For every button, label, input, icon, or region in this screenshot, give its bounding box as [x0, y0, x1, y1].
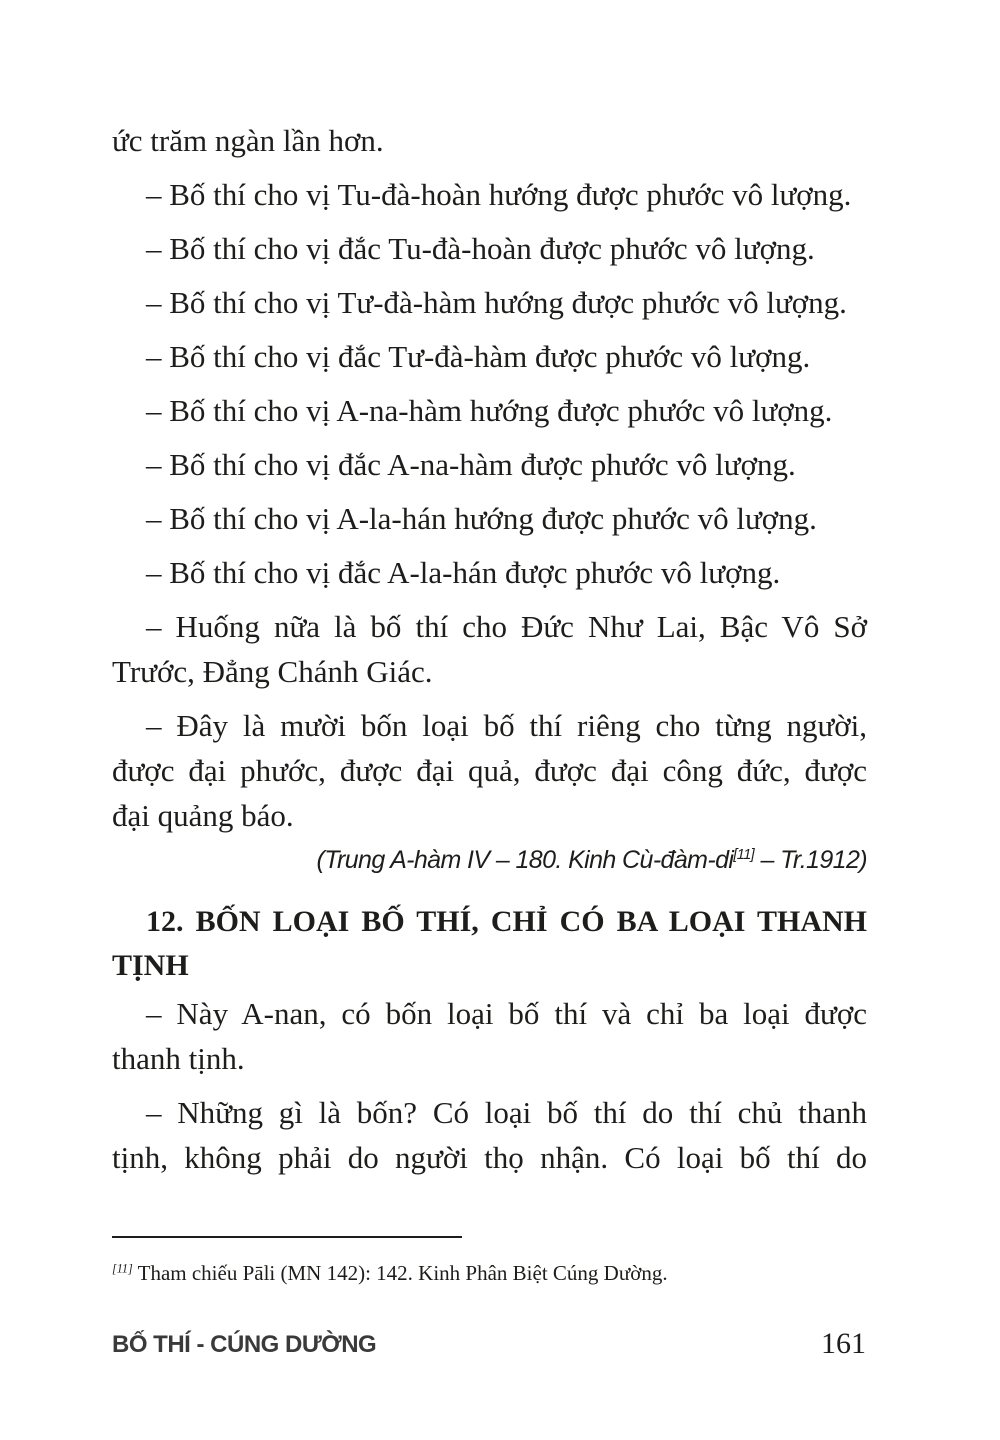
footnote-text: Tham chiếu Pāli (MN 142): 142. Kinh Phân Biệt Cúng Dường.: [132, 1261, 668, 1285]
footnote-divider: [112, 1236, 462, 1238]
running-title: BỐ THÍ - CÚNG DƯỜNG: [112, 1331, 377, 1358]
body-line: – Bố thí cho vị A-la-hán hướng được phước vô lượng.: [146, 501, 817, 536]
citation-suffix: – Tr.1912): [754, 846, 867, 874]
citation: [112, 840, 867, 880]
body-line: tịnh, không phải do người thọ nhận. Có loại bố thí do: [112, 1140, 867, 1175]
body-line: – Đây là mười bốn loại bố thí riêng cho từng người,: [146, 708, 867, 743]
body-line: Trước, Đẳng Chánh Giác.: [112, 654, 433, 689]
body-line: – Bố thí cho vị Tư-đà-hàm hướng được phước vô lượng.: [146, 285, 847, 320]
page-number: 161: [821, 1327, 866, 1360]
section-heading: 12. BỐN LOẠI BỐ THÍ, CHỈ CÓ BA LOẠI THANH: [146, 905, 867, 938]
body-line: – Bố thí cho vị A-na-hàm hướng được phước vô lượng.: [146, 393, 833, 428]
body-line: – Bố thí cho vị đắc Tu-đà-hoàn được phước vô lượng.: [146, 231, 815, 266]
footnote: [112, 1258, 668, 1288]
body-line: – Bố thí cho vị đắc A-na-hàm được phước vô lượng.: [146, 447, 796, 482]
body-line: – Những gì là bốn? Có loại bố thí do thí chủ thanh: [146, 1095, 867, 1130]
citation-note-ref: [11]: [733, 847, 755, 864]
body-line: – Bố thí cho vị đắc A-la-hán được phước vô lượng.: [146, 555, 781, 590]
body-line: ức trăm ngàn lần hơn.: [112, 123, 384, 158]
body-line: – Bố thí cho vị Tu-đà-hoàn hướng được phước vô lượng.: [146, 177, 852, 212]
body-line: được đại phước, được đại quả, được đại công đức, được: [112, 753, 867, 788]
body-line: thanh tịnh.: [112, 1041, 245, 1076]
body-line: – Bố thí cho vị đắc Tư-đà-hàm được phước vô lượng.: [146, 339, 811, 374]
section-heading: TỊNH: [112, 949, 189, 982]
page-body: [112, 118, 867, 1408]
body-line: – Huống nữa là bố thí cho Đức Như Lai, Bậc Vô Sở: [146, 609, 867, 644]
citation-prefix: (Trung A-hàm IV – 180. Kinh Cù-đàm-di: [316, 846, 734, 874]
body-line: – Này A-nan, có bốn loại bố thí và chỉ ba loại được: [146, 996, 867, 1031]
body-line: đại quảng báo.: [112, 798, 294, 833]
footnote-marker: [11]: [112, 1261, 133, 1276]
